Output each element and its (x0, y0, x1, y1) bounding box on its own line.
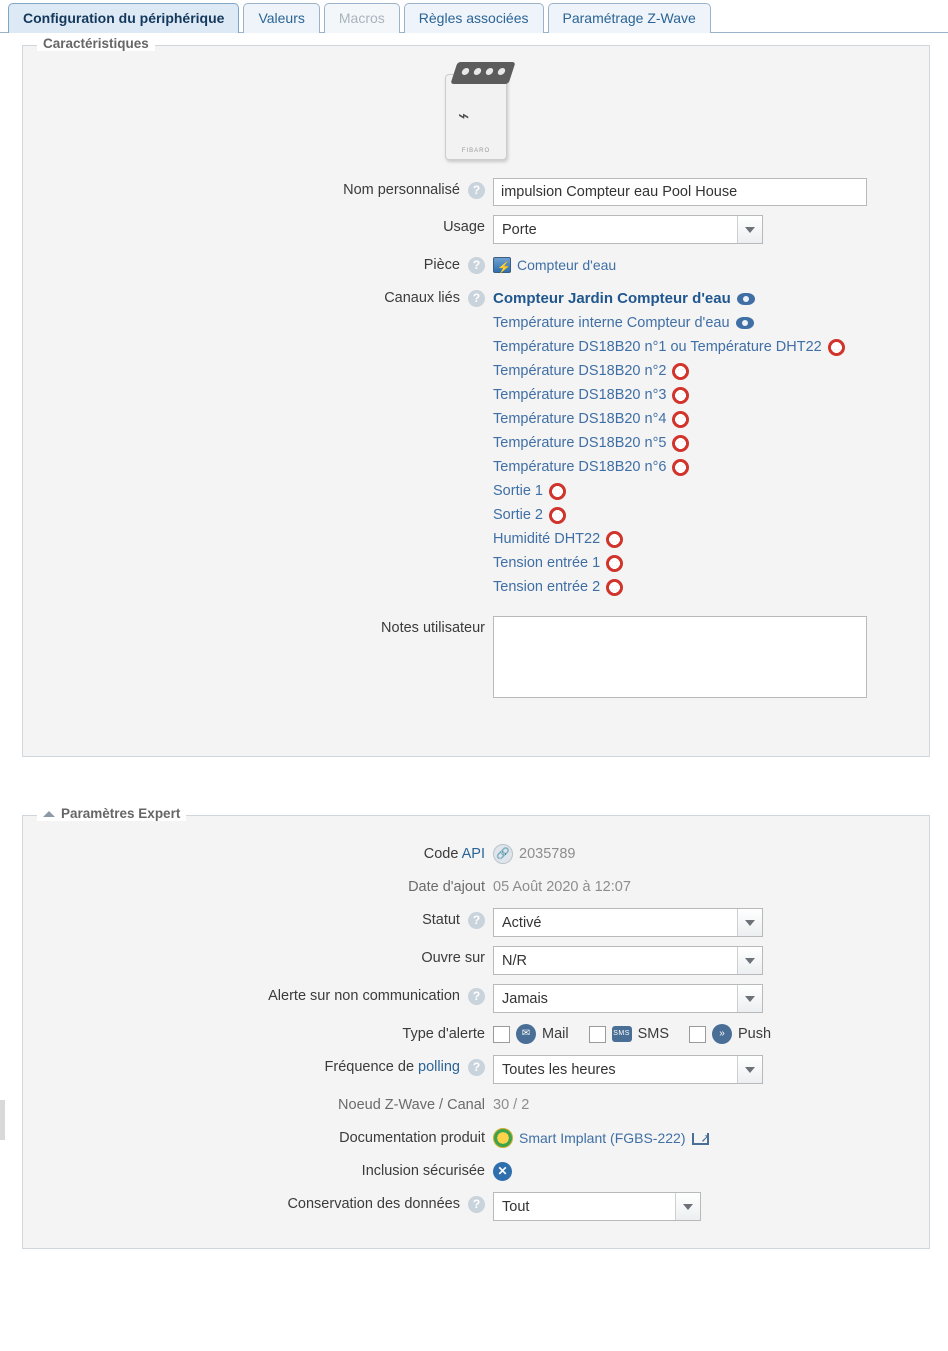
push-icon: » (712, 1024, 732, 1044)
channel-label: Température interne Compteur d'eau (493, 315, 730, 331)
usage-label-text: Usage (443, 219, 485, 235)
channel-label: Température DS18B20 n°3 (493, 387, 667, 403)
no-entry-icon[interactable] (672, 435, 689, 452)
alert-push-label: Push (738, 1026, 772, 1042)
tab-regles-associees[interactable] (404, 3, 544, 33)
channel-label: Tension entrée 2 (493, 579, 601, 595)
zwave-node-value: 30 / 2 (493, 1097, 530, 1113)
tab-configuration-du-peripherique[interactable] (8, 3, 239, 33)
expert-legend (37, 806, 186, 821)
characteristics-panel (22, 36, 930, 757)
alert-type-options (493, 1022, 771, 1046)
sms-icon: SMS (612, 1026, 632, 1042)
opens-on-label-text: Ouvre sur (421, 950, 485, 966)
chevron-down-icon[interactable] (737, 947, 762, 974)
alert-sms-label: SMS (637, 1026, 670, 1042)
row-data-retention (23, 1192, 929, 1221)
list-item[interactable] (493, 288, 845, 310)
date-added-label (23, 875, 493, 899)
device-image (23, 46, 929, 178)
characteristics-legend-label: Caractéristiques (43, 36, 149, 51)
list-item[interactable] (493, 528, 845, 550)
no-entry-icon[interactable] (672, 363, 689, 380)
channels-list (493, 286, 845, 598)
list-item[interactable] (493, 360, 845, 382)
device-terminals (461, 68, 506, 75)
collapse-caret-icon[interactable] (43, 811, 55, 817)
api-code-value: 2035789 (519, 846, 576, 862)
custom-name-input[interactable] (493, 178, 867, 206)
product-documentation-link[interactable]: Smart Implant (FGBS-222) (519, 1130, 686, 1146)
product-documentation-label-text: Documentation produit (339, 1130, 485, 1146)
no-entry-icon[interactable] (672, 387, 689, 404)
help-icon[interactable]: ? (468, 290, 485, 307)
eye-icon[interactable] (737, 293, 755, 305)
list-item[interactable] (493, 384, 845, 406)
channel-label: Température DS18B20 n°2 (493, 363, 667, 379)
notes-label (23, 616, 493, 640)
date-added-label-text: Date d'ajout (408, 879, 485, 895)
row-alert-type (23, 1022, 929, 1046)
list-item[interactable] (493, 480, 845, 502)
channels-label-text: Canaux liés (384, 290, 460, 306)
channel-label: Tension entrée 1 (493, 555, 601, 571)
room-icon (493, 257, 511, 273)
row-date-added (23, 875, 929, 899)
no-communication-alert-value: Jamais (502, 990, 548, 1007)
channel-label: Sortie 1 (493, 483, 543, 499)
status-select[interactable] (493, 908, 763, 937)
chevron-down-icon[interactable] (737, 909, 762, 936)
alert-push-checkbox[interactable] (689, 1026, 706, 1043)
data-retention-label (23, 1192, 493, 1216)
no-entry-icon[interactable] (549, 483, 566, 500)
alert-sms-checkbox[interactable] (589, 1026, 606, 1043)
data-retention-label-text: Conservation des données (287, 1196, 460, 1212)
notes-textarea[interactable] (493, 616, 867, 698)
opens-on-label (23, 946, 493, 970)
row-opens-on (23, 946, 929, 975)
row-secure-inclusion (23, 1159, 929, 1183)
row-custom-name (23, 178, 929, 206)
product-documentation-label (23, 1126, 493, 1150)
custom-name-label-text: Nom personnalisé (343, 182, 460, 198)
zwave-node-label (23, 1093, 493, 1117)
alert-mail-checkbox[interactable] (493, 1026, 510, 1043)
tab-valeurs[interactable] (243, 3, 319, 33)
tab-macros (324, 3, 400, 33)
room-label-text: Pièce (423, 257, 460, 273)
date-added-value: 05 Août 2020 à 12:07 (493, 879, 631, 895)
no-communication-alert-label (23, 984, 493, 1008)
help-icon[interactable]: ? (468, 912, 485, 929)
room-label (23, 253, 493, 277)
row-status (23, 908, 929, 937)
no-communication-alert-label-text: Alerte sur non communication (268, 988, 460, 1004)
characteristics-legend (37, 36, 155, 51)
row-api-code (23, 842, 929, 866)
tab-parametrage-zwave[interactable] (548, 3, 711, 33)
no-entry-icon[interactable] (672, 411, 689, 428)
channel-label: Sortie 2 (493, 507, 543, 523)
help-icon[interactable]: ? (468, 1059, 485, 1076)
tab-label: Configuration du périphérique (23, 10, 225, 26)
row-usage (23, 215, 929, 244)
list-item[interactable] (493, 408, 845, 430)
device-brand: FIBARO (461, 148, 491, 154)
expert-panel (22, 806, 930, 1249)
row-polling-frequency (23, 1055, 929, 1084)
row-product-documentation (23, 1126, 929, 1150)
device-logo: ⌁ (458, 106, 470, 127)
no-entry-icon[interactable] (549, 507, 566, 524)
polling-frequency-label (23, 1055, 493, 1079)
help-icon[interactable]: ? (468, 988, 485, 1005)
room-link[interactable]: Compteur d'eau (517, 257, 617, 273)
mail-icon: ✉ (516, 1024, 536, 1044)
data-retention-value: Tout (502, 1198, 530, 1215)
no-communication-alert-select[interactable] (493, 984, 763, 1013)
list-item[interactable] (493, 576, 845, 598)
channel-label: Température DS18B20 n°5 (493, 435, 667, 451)
channel-label: Température DS18B20 n°6 (493, 459, 667, 475)
data-retention-select[interactable] (493, 1192, 701, 1221)
list-item[interactable] (493, 336, 845, 358)
expert-legend-label: Paramètres Expert (61, 806, 181, 821)
alert-type-label (23, 1022, 493, 1046)
opens-on-selected-value: N/R (502, 952, 527, 969)
polling-label-text: Fréquence de (324, 1059, 415, 1075)
channel-label: Température DS18B20 n°4 (493, 411, 667, 427)
no-entry-icon[interactable] (828, 339, 845, 356)
channel-label: Compteur Jardin Compteur d'eau (493, 290, 731, 307)
api-code-label-text: Code (423, 846, 459, 862)
tab-label: Valeurs (258, 10, 305, 26)
eye-icon[interactable] (736, 317, 754, 329)
opens-on-select[interactable] (493, 946, 763, 975)
polling-frequency-value: Toutes les heures (502, 1061, 616, 1078)
chevron-down-icon[interactable] (737, 1056, 762, 1083)
row-room (23, 253, 929, 277)
secure-inclusion-label-text: Inclusion sécurisée (361, 1163, 485, 1179)
alert-type-label-text: Type d'alerte (402, 1026, 485, 1042)
channels-label (23, 286, 493, 310)
tab-label: Règles associées (418, 10, 529, 26)
row-no-communication-alert (23, 984, 929, 1013)
link-icon[interactable]: 🔗 (493, 844, 513, 864)
usage-selected-value: Porte (502, 221, 537, 238)
row-channels (23, 286, 929, 598)
no-entry-icon[interactable] (672, 459, 689, 476)
tab-label: Paramétrage Z-Wave (562, 10, 696, 26)
alert-mail-label: Mail (542, 1026, 569, 1042)
chevron-down-icon[interactable] (737, 985, 762, 1012)
channel-label: Humidité DHT22 (493, 531, 601, 547)
x-circle-icon: ✕ (493, 1162, 512, 1181)
external-link-icon[interactable] (692, 1131, 710, 1145)
documentation-icon (493, 1128, 513, 1148)
usage-select[interactable] (493, 215, 763, 244)
zwave-node-label-text: Noeud Z-Wave / Canal (338, 1097, 485, 1113)
row-notes (23, 616, 929, 698)
chevron-down-icon[interactable] (675, 1193, 700, 1220)
channel-label: Température DS18B20 n°1 ou Température DHT22 (493, 339, 822, 355)
no-entry-icon[interactable] (606, 579, 623, 596)
chevron-down-icon[interactable] (737, 216, 762, 243)
smart-implant-illustration (445, 74, 507, 160)
status-label (23, 908, 493, 932)
help-icon[interactable]: ? (468, 1196, 485, 1213)
polling-frequency-select[interactable] (493, 1055, 763, 1084)
help-icon[interactable]: ? (468, 257, 485, 274)
no-entry-icon[interactable] (606, 555, 623, 572)
list-item[interactable] (493, 552, 845, 574)
list-item[interactable] (493, 432, 845, 454)
tab-label: Macros (338, 10, 385, 26)
scroll-handle[interactable] (0, 1100, 5, 1140)
list-item[interactable] (493, 504, 845, 526)
no-entry-icon[interactable] (606, 531, 623, 548)
help-icon[interactable]: ? (468, 182, 485, 199)
status-selected-value: Activé (502, 914, 542, 931)
secure-inclusion-label (23, 1159, 493, 1183)
status-label-text: Statut (422, 912, 460, 928)
api-link[interactable]: API (461, 846, 485, 862)
polling-link[interactable]: polling (418, 1059, 460, 1075)
api-code-label (23, 842, 493, 866)
list-item[interactable] (493, 456, 845, 478)
usage-label (23, 215, 493, 239)
list-item[interactable] (493, 312, 845, 334)
custom-name-label (23, 178, 493, 202)
notes-label-text: Notes utilisateur (381, 620, 485, 636)
row-zwave-node (23, 1093, 929, 1117)
tab-bar (0, 0, 948, 33)
